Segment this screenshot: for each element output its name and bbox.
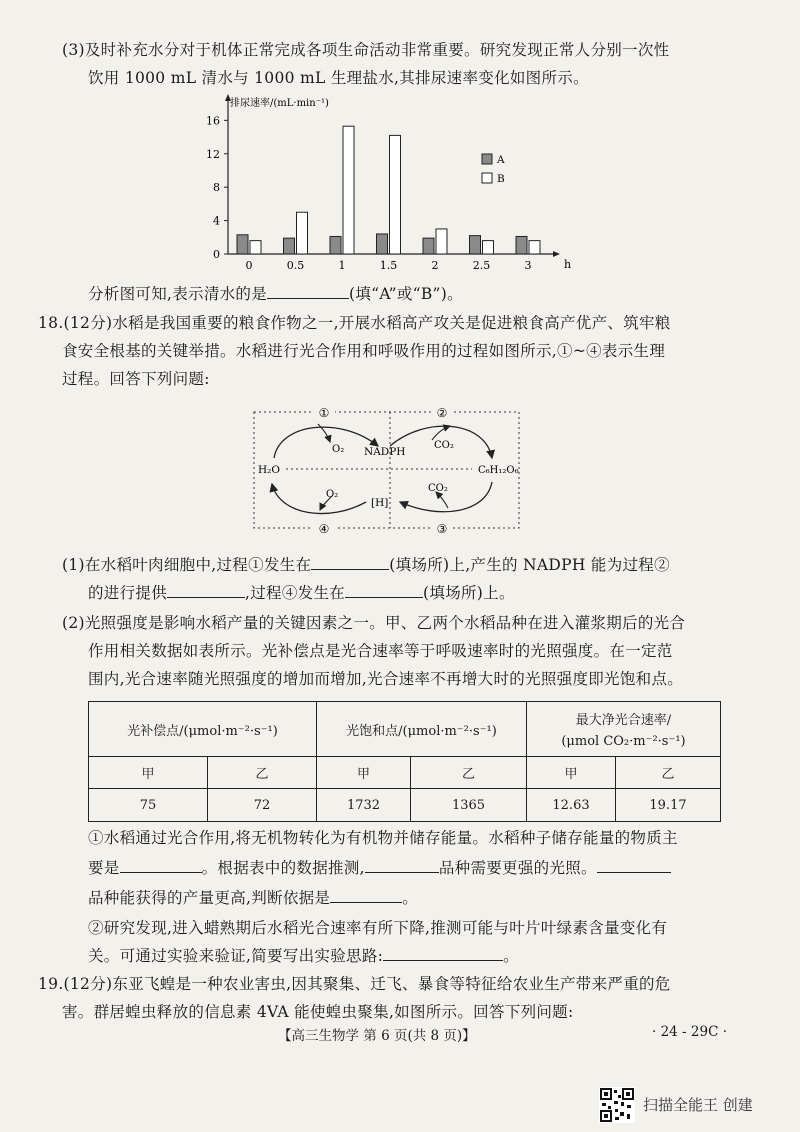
process-1-label: ① bbox=[318, 406, 330, 420]
q18-r2-text-c: 。 bbox=[503, 947, 519, 965]
q18-r1-text-b: 要是 bbox=[88, 859, 120, 877]
q18-r2-text-b: 关。可通过实验来验证,简要写出实验思路: bbox=[88, 947, 384, 965]
bar-A bbox=[470, 236, 481, 254]
answer-blank[interactable] bbox=[330, 887, 402, 904]
q17-line-2: 饮用 1000 mL 清水与 1000 mL 生理盐水,其排尿速率变化如图所示。 bbox=[88, 69, 589, 87]
page-footer-right: · 24 - 29C · bbox=[652, 1024, 727, 1040]
q19-line-2: 害。群居蝗虫释放的信息素 4VA 能使蝗虫聚集,如图所示。回答下列问题: bbox=[62, 1003, 574, 1021]
q18-intro-3: 过程。回答下列问题: bbox=[62, 370, 210, 388]
answer-blank[interactable] bbox=[267, 283, 349, 300]
bar-B bbox=[343, 126, 354, 254]
nadph-label: NADPH bbox=[364, 446, 406, 458]
x-tick-label: 1 bbox=[338, 259, 346, 272]
q18-s2-line-3: 围内,光合速率随光照强度的增加而增加,光合速率不再增大时的光照强度即光饱和点。 bbox=[88, 670, 684, 688]
q18-intro-1: 18.(12分)水稻是我国重要的粮食作物之一,开展水稻高产攻关是促进粮食高产优产、筑牢粮 bbox=[38, 314, 671, 332]
answer-blank[interactable] bbox=[311, 554, 389, 571]
x-axis-arrow bbox=[553, 251, 560, 257]
o2-bottom-label: O₂ bbox=[326, 489, 339, 500]
x-tick-label: 1.5 bbox=[379, 259, 398, 272]
q19-line-1: 19.(12分)东亚飞蝗是一种农业害虫,因其聚集、迁飞、暴食等特征给农业生产带来严重的危 bbox=[38, 975, 671, 993]
x-tick-label: 0 bbox=[245, 259, 253, 272]
q18-s1-text-e: (填场所)上。 bbox=[423, 584, 515, 602]
header-max-rate-line-1: 最大净光合速率/ bbox=[575, 713, 672, 728]
photosynthesis-table bbox=[88, 701, 721, 822]
x-axis-label: h bbox=[564, 258, 572, 271]
answer-blank[interactable] bbox=[365, 857, 439, 874]
header-max-rate-line-2: (μmol CO₂·m⁻²·s⁻¹) bbox=[561, 734, 686, 749]
process-3-label: ③ bbox=[436, 522, 448, 536]
q18-s1-text-d: ,过程④发生在 bbox=[245, 584, 346, 602]
cell-jia: 甲 bbox=[317, 757, 411, 789]
q18-s1-line-1 bbox=[62, 553, 670, 575]
q18-r1-line-3 bbox=[88, 886, 418, 908]
bar-A bbox=[377, 234, 388, 254]
q18-r1-text-c: 。根据表中的数据推测, bbox=[201, 859, 365, 877]
q18-r1-text-d: 品种需要更强的光照。 bbox=[438, 859, 597, 877]
q18-r1-line-1: ①水稻通过光合作用,将无机物转化为有机物并储存能量。水稻种子储存能量的物质主 bbox=[88, 829, 678, 847]
glucose-label: C₆H₁₂O₆ bbox=[478, 465, 519, 476]
q18-s2-line-1: (2)光照强度是影响水稻产量的关键因素之一。甲、乙两个水稻品种在进入灌浆期后的光合 bbox=[62, 614, 686, 632]
co2-bottom-label: CO₂ bbox=[428, 483, 448, 494]
bar-B bbox=[483, 241, 494, 254]
cell-value: 12.63 bbox=[527, 789, 616, 822]
cell-yi: 乙 bbox=[411, 757, 527, 789]
cell-yi: 乙 bbox=[616, 757, 721, 789]
process-2-label: ② bbox=[436, 406, 448, 420]
header-saturation-point: 光饱和点/(μmol·m⁻²·s⁻¹) bbox=[317, 702, 527, 757]
bar-A bbox=[423, 238, 434, 254]
page-footer-left: 【高三生物学 第 6 页(共 8 页)】 bbox=[278, 1028, 476, 1044]
bar-A bbox=[237, 235, 248, 254]
q17-question bbox=[88, 282, 463, 304]
urine-rate-chart bbox=[190, 92, 570, 282]
cell-jia: 甲 bbox=[89, 757, 208, 789]
header-compensation-point: 光补偿点/(μmol·m⁻²·s⁻¹) bbox=[89, 702, 317, 757]
q18-s2-line-2: 作用相关数据如表所示。光补偿点是光合速率等于呼吸速率时的光照强度。在一定范 bbox=[88, 642, 673, 660]
y-tick-label: 8 bbox=[213, 181, 220, 195]
cell-value: 72 bbox=[208, 789, 317, 822]
answer-blank[interactable] bbox=[597, 857, 671, 874]
q18-r2-line-1: ②研究发现,进入蜡熟期后水稻光合速率有所下降,推测可能与叶片叶绿素含量变化有 bbox=[88, 919, 668, 937]
q18-r1-line-2 bbox=[88, 856, 671, 878]
bar-A bbox=[516, 236, 527, 254]
h2o-label: H₂O bbox=[258, 464, 280, 476]
cell-value: 19.17 bbox=[616, 789, 721, 822]
y-tick-label: 16 bbox=[206, 114, 220, 128]
co2-top-label: CO₂ bbox=[434, 440, 454, 451]
cell-value: 1365 bbox=[411, 789, 527, 822]
q18-s1-text-b: (填场所)上,产生的 NADPH 能为过程② bbox=[389, 556, 670, 574]
y-tick-label: 0 bbox=[213, 248, 220, 261]
cell-value: 1732 bbox=[317, 789, 411, 822]
h-label: [H] bbox=[371, 497, 389, 509]
bar-B bbox=[529, 241, 540, 254]
cell-jia: 甲 bbox=[527, 757, 616, 789]
q18-r1-text-f: 。 bbox=[402, 889, 419, 907]
x-tick-label: 2.5 bbox=[472, 259, 491, 272]
y-axis-label: 排尿速率/(mL·min⁻¹) bbox=[230, 98, 329, 109]
bar-B bbox=[250, 241, 261, 254]
legend-label-A: A bbox=[497, 154, 505, 166]
q17-question-tail: (填“A”或“B”)。 bbox=[349, 285, 463, 303]
qr-code-icon bbox=[599, 1087, 635, 1123]
q17-question-text: 分析图可知,表示清水的是 bbox=[88, 285, 268, 303]
legend-label-B: B bbox=[497, 173, 505, 185]
answer-blank[interactable] bbox=[167, 582, 245, 599]
y-tick-label: 12 bbox=[206, 147, 220, 161]
q18-intro-2: 食安全根基的关键举措。水稻进行光合作用和呼吸作用的过程如图所示,①~④表示生理 bbox=[62, 342, 666, 360]
q18-s1-text-c: 的进行提供 bbox=[88, 584, 168, 602]
process-diagram bbox=[240, 398, 540, 540]
legend-swatch-A bbox=[482, 154, 492, 164]
bar-A bbox=[330, 236, 341, 254]
header-max-rate bbox=[527, 702, 721, 757]
cell-value: 75 bbox=[89, 789, 208, 822]
x-tick-label: 2 bbox=[431, 259, 439, 272]
x-tick-label: 3 bbox=[524, 259, 532, 272]
y-tick-label: 4 bbox=[213, 214, 220, 228]
bar-B bbox=[390, 135, 401, 254]
answer-blank[interactable] bbox=[383, 945, 503, 962]
cell-yi: 乙 bbox=[208, 757, 317, 789]
process-4-label: ④ bbox=[318, 522, 330, 536]
scanner-watermark: 扫描全能王 创建 bbox=[643, 1096, 753, 1114]
q17-line-1: (3)及时补充水分对于机体正常完成各项生命活动非常重要。研究发现正常人分别一次性 bbox=[62, 41, 670, 59]
q18-r2-line-2 bbox=[88, 944, 519, 966]
q18-r1-text-e: 品种能获得的产量更高,判断依据是 bbox=[88, 889, 331, 907]
o2-top-label: O₂ bbox=[332, 444, 345, 455]
answer-blank[interactable] bbox=[120, 857, 202, 874]
legend-swatch-B bbox=[482, 173, 492, 183]
bar-A bbox=[284, 238, 295, 254]
answer-blank[interactable] bbox=[345, 582, 423, 599]
bar-B bbox=[436, 229, 447, 254]
bar-B bbox=[297, 212, 308, 254]
x-tick-label: 0.5 bbox=[286, 259, 305, 272]
q18-s1-text-a: (1)在水稻叶肉细胞中,过程①发生在 bbox=[62, 556, 312, 574]
q18-s1-line-2 bbox=[88, 581, 515, 603]
